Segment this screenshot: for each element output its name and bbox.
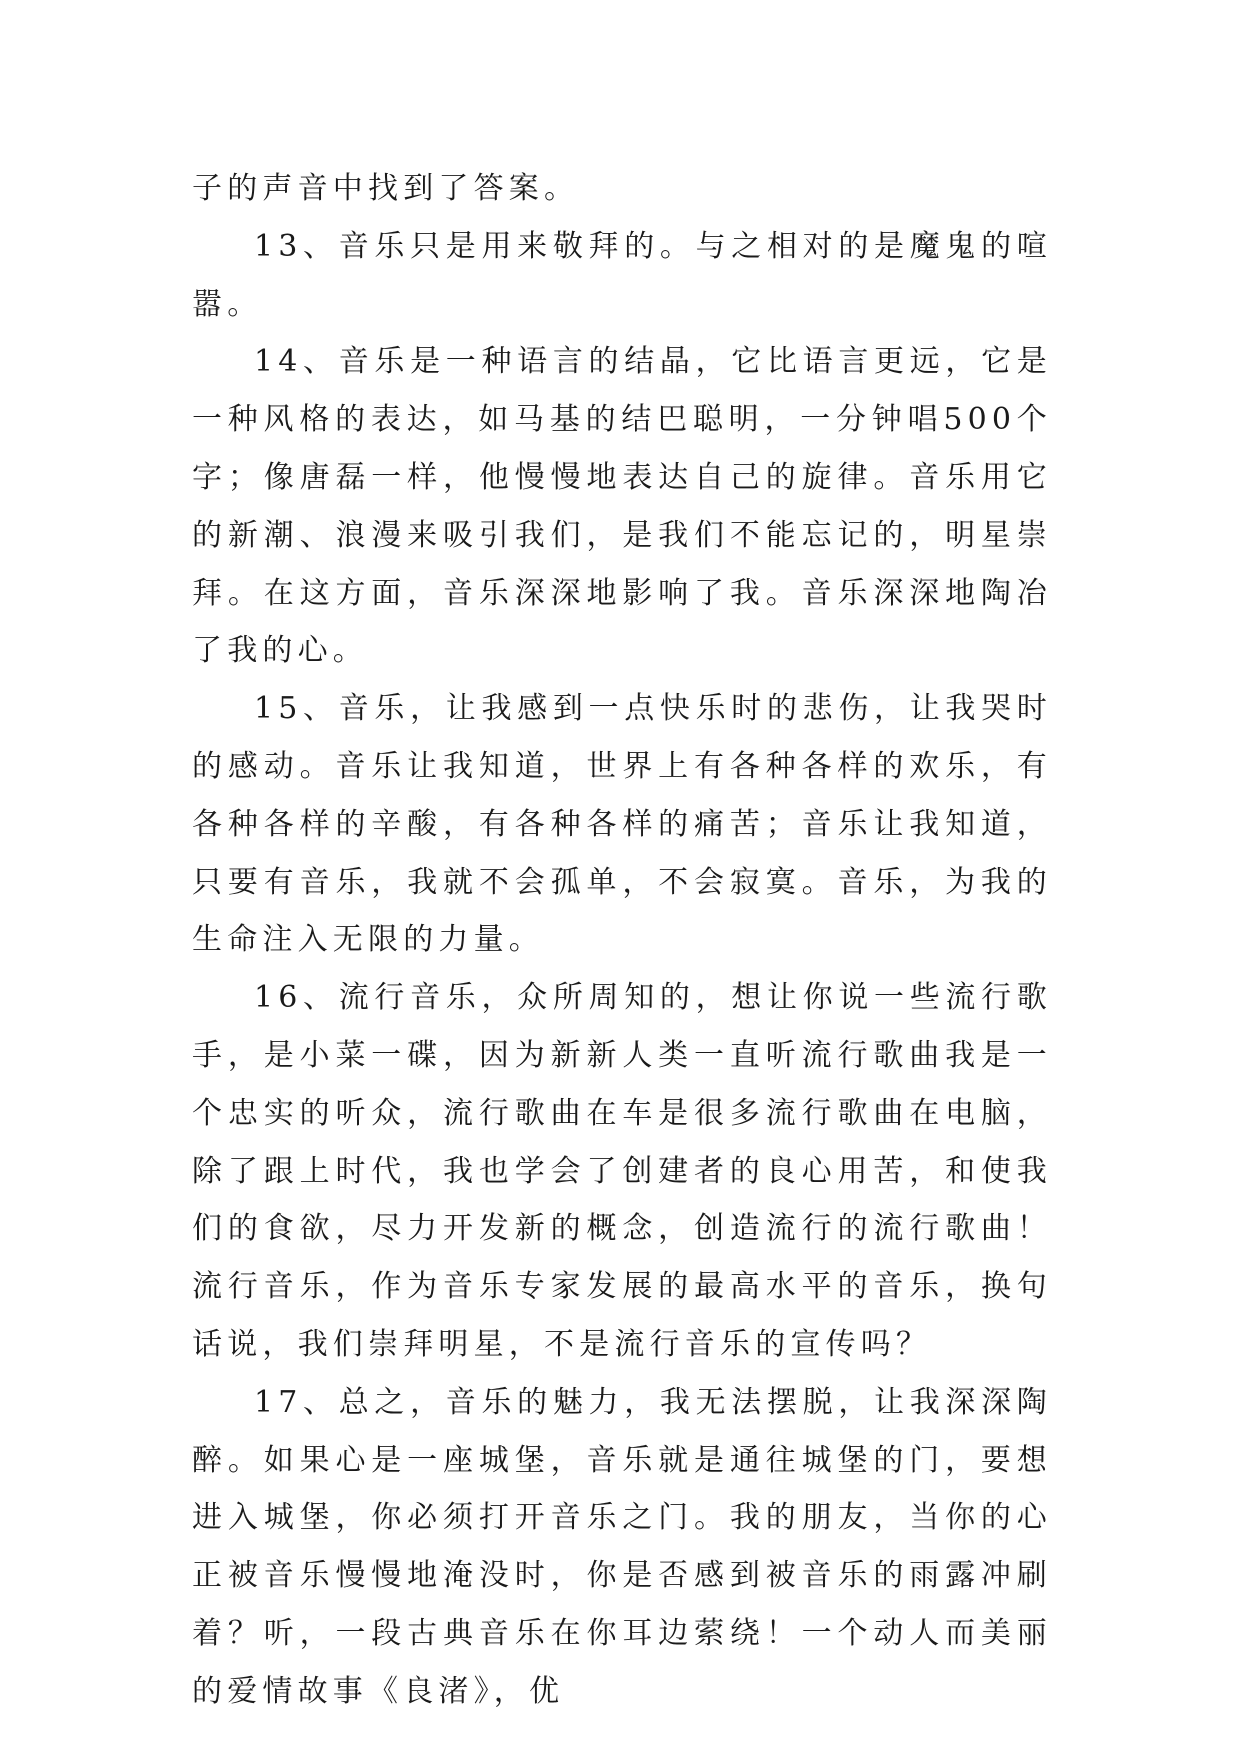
paragraph-14: 14、音乐是一种语言的结晶，它比语言更远，它是一种风格的表达，如马基的结巴聪明，一分钟唱500个字；像唐磊一样，他慢慢地表达自己的旋律。音乐用它的新潮、浪漫来吸引我们，是我们不能忘记的，明星崇拜。在这方面，音乐深深地影响了我。音乐深深地陶冶了我的心。: [192, 344, 1052, 669]
paragraph-17: 17、总之，音乐的魅力，我无法摆脱，让我深深陶醉。如果心是一座城堡，音乐就是通往城堡的门，要想进入城堡，你必须打开音乐之门。我的朋友，当你的心正被音乐慢慢地淹没时，你是否感到被音乐的雨露冲刷着？听，一段古典音乐在你耳边萦绕！一个动人而美丽的爱情故事《良渚》，优: [192, 1384, 1052, 1709]
paragraph-15: 15、音乐，让我感到一点快乐时的悲伤，让我哭时的感动。音乐让我知道，世界上有各种各样的欢乐，有各种各样的辛酸，有各种各样的痛苦；音乐让我知道，只要有音乐，我就不会孤单，不会寂寞。音乐，为我的生命注入无限的力量。: [192, 691, 1052, 958]
paragraph-13: 13、音乐只是用来敬拜的。与之相对的是魔鬼的喧嚣。: [192, 228, 1052, 322]
document-body: [192, 160, 1052, 1721]
paragraph-16: 16、流行音乐，众所周知的，想让你说一些流行歌手，是小菜一碟，因为新新人类一直听流行歌曲我是一个忠实的听众，流行歌曲在车是很多流行歌曲在电脑，除了跟上时代，我也学会了创建者的良心用苦，和使我们的食欲，尽力开发新的概念，创造流行的流行歌曲！流行音乐，作为音乐专家发展的最高水平的音乐，换句话说，我们崇拜明星，不是流行音乐的宣传吗？: [192, 980, 1052, 1362]
paragraph-12-continuation: 子的声音中找到了答案。: [192, 171, 580, 206]
